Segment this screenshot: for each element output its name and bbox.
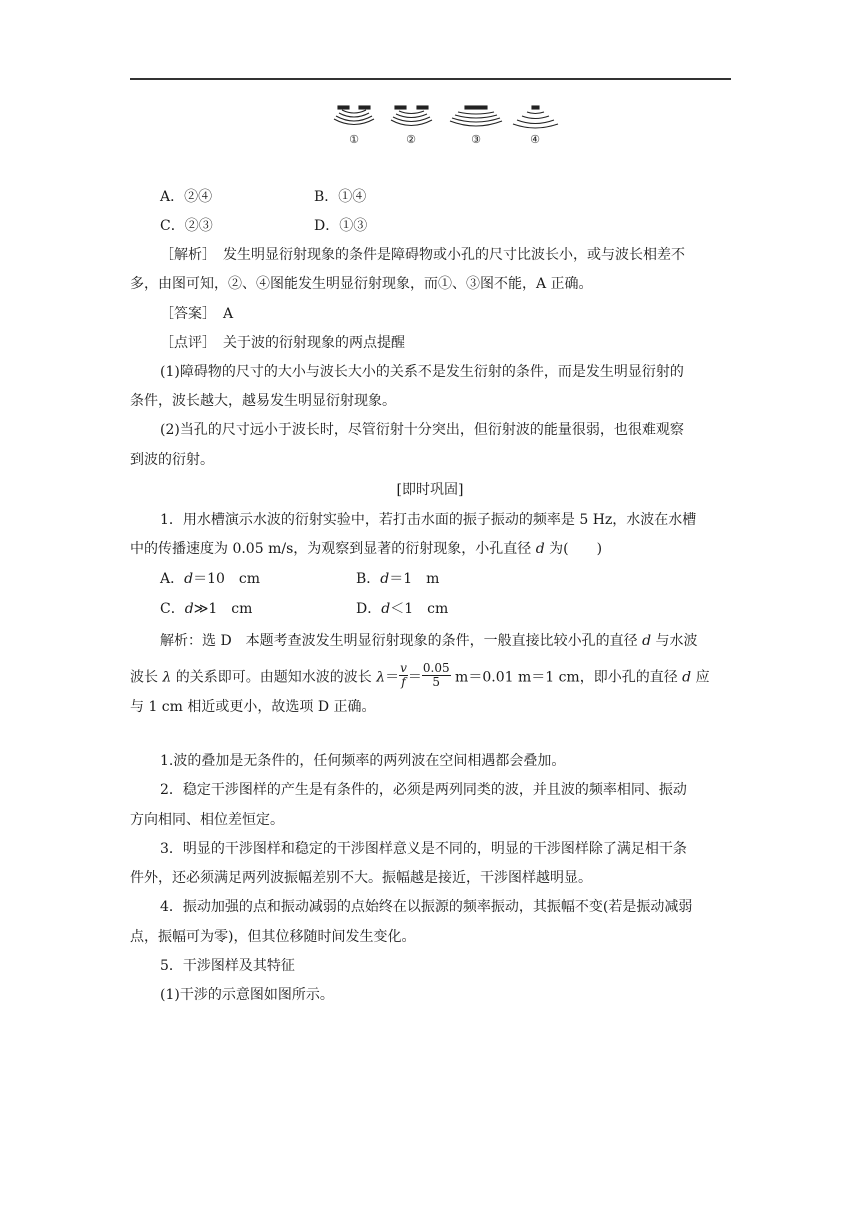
- diagram-4: [513, 106, 558, 128]
- q1-solution-3: 与 1 cm 相近或更小，故选项 D 正确。: [130, 699, 376, 715]
- q1-stem-1: 1．用水槽演示水波的衍射实验中，若打击水面的振子振动的频率是 5 Hz，水波在水槽: [160, 512, 697, 528]
- option-c: C．②③: [160, 218, 213, 234]
- fraction-value: $\frac{0.05}{5}$: [422, 661, 450, 689]
- note-3a: 3．明显的干涉图样和稳定的干涉图样意义是不同的，明显的干涉图样除了满足相干条: [160, 841, 687, 857]
- q1-solution-2: 波长 λ 的关系即可。由题知水波的波长 λ＝ $\frac{v}{f}$ ＝ $\frac{0.05}{5}$ m＝0.01 m＝1 cm，即小孔的直径 d 应: [130, 661, 710, 689]
- figure-label-2: ②: [406, 133, 416, 146]
- q1-option-b: B．d＝1 m: [356, 571, 440, 587]
- note-5: 5．干涉图样及其特征: [160, 958, 295, 974]
- comment-2a: (2)当孔的尺寸远小于波长时，尽管衍射十分突出，但衍射波的能量很弱，也很难观察: [160, 422, 684, 438]
- diffraction-figure: [330, 104, 560, 146]
- figure-label-3: ③: [471, 133, 481, 146]
- q1-option-a: A．d＝10 cm: [160, 571, 261, 587]
- option-b: B．①④: [314, 189, 367, 205]
- section-title: [即时巩固]: [396, 482, 464, 498]
- fraction-v-over-f: $\frac{v}{f}$: [400, 661, 407, 689]
- comment-1a: (1)障碍物的尺寸的大小与波长大小的关系不是发生衍射的条件，而是发生明显衍射的: [160, 364, 684, 380]
- figure-label-4: ④: [530, 133, 540, 146]
- comment-2b: 到波的衍射。: [130, 452, 214, 468]
- answer: ［答案］ A: [160, 306, 234, 322]
- diagram-3: [450, 106, 502, 126]
- note-5-1: (1)干涉的示意图如图所示。: [160, 987, 334, 1003]
- q1-solution-1: 解析：选 D 本题考查波发生明显衍射现象的条件，一般直接比较小孔的直径 d 与水波: [160, 633, 698, 649]
- q1-option-d: D．d＜1 cm: [356, 601, 449, 617]
- note-4a: 4．振动加强的点和振动减弱的点始终在以振源的频率振动，其振幅不变(若是振动减弱: [160, 899, 693, 915]
- header-rule: [130, 78, 731, 80]
- note-2b: 方向相同、相位差恒定。: [130, 812, 284, 828]
- comment-title: ［点评］ 关于波的衍射现象的两点提醒: [160, 335, 405, 351]
- diagram-1: [334, 106, 374, 125]
- note-1: 1.波的叠加是无条件的，任何频率的两列波在空间相遇都会叠加。: [160, 753, 566, 769]
- note-3b: 件外，还必须满足两列波振幅差别不大。振幅越是接近，干涉图样越明显。: [130, 870, 592, 886]
- note-2a: 2．稳定干涉图样的产生是有条件的，必须是两列同类的波，并且波的频率相同、振动: [160, 782, 687, 798]
- comment-1b: 条件，波长越大，越易发生明显衍射现象。: [130, 393, 396, 409]
- q1-option-c: C．d≫1 cm: [160, 601, 253, 617]
- analysis-line-1: ［解析］ 发生明显衍射现象的条件是障碍物或小孔的尺寸比波长小，或与波长相差不: [160, 247, 685, 263]
- analysis-line-2: 多，由图可知，②、④图能发生明显衍射现象，而①、③图不能，A 正确。: [130, 276, 593, 292]
- figure-label-1: ①: [349, 133, 359, 146]
- note-4b: 点，振幅可为零)，但其位移随时间发生变化。: [130, 929, 416, 945]
- q1-stem-2: 中的传播速度为 0.05 m/s，为观察到显著的衍射现象，小孔直径 d 为( ): [130, 541, 603, 557]
- diffraction-diagrams: [330, 104, 560, 146]
- diagram-2: [391, 106, 432, 126]
- option-a: A．②④: [160, 189, 213, 205]
- option-d: D．①③: [314, 218, 368, 234]
